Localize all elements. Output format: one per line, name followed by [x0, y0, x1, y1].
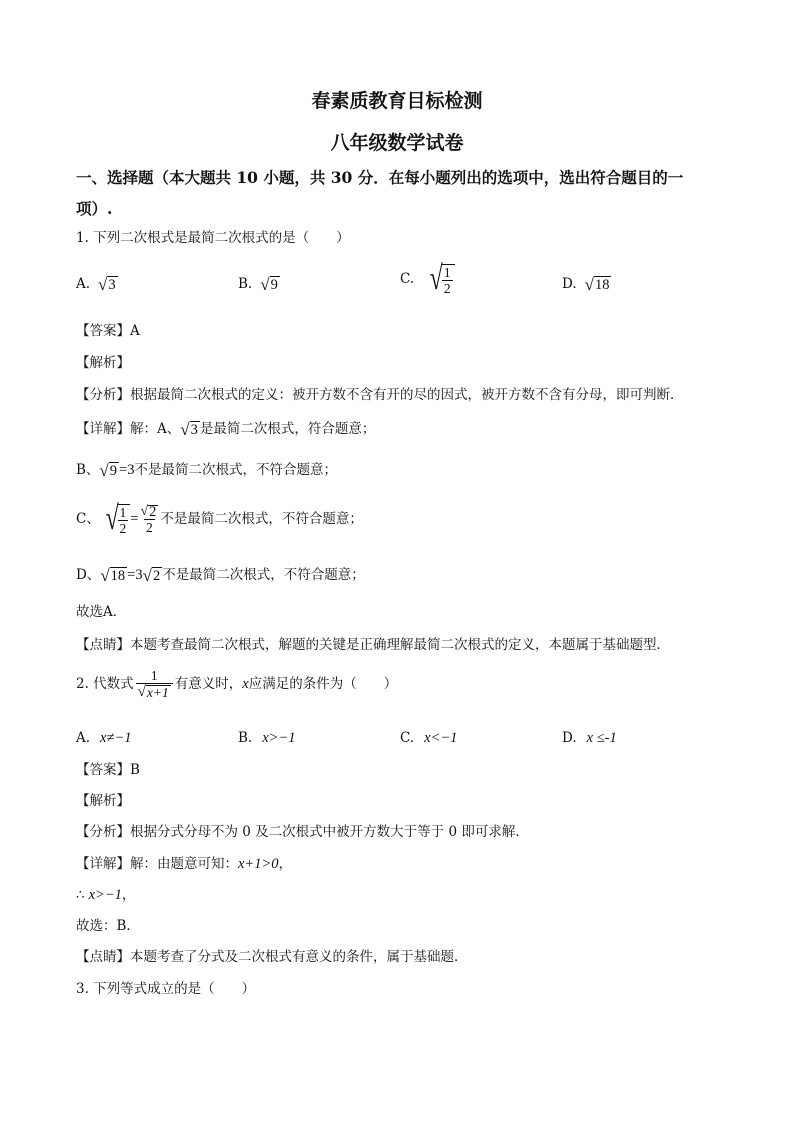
q1-xiangjie: 【详解】解：A、 √ 3 是最简二次根式，符合题意；: [76, 419, 376, 439]
q1-dianjing: 【点睛】本题考查最简二次根式，解题的关键是正确理解最简二次根式的定义，本题属于基础题型．: [76, 637, 670, 653]
q1-option-d-label: D.: [562, 276, 577, 292]
q1-option-a: [76, 275, 118, 293]
section-header-line1: 一、选择题（本大题共 10 小题，共 30 分．在每小题列出的选项中，选出符合题目的一: [76, 168, 684, 187]
exam-title: 春素质教育目标检测: [311, 90, 483, 112]
q1-analysis-heading: 【解析】: [76, 355, 130, 371]
q2-analysis-heading: 【解析】: [76, 793, 130, 809]
q2-choose: 故选：B．: [76, 918, 140, 934]
q1-fenxi: 【分析】根据最简二次根式的定义：被开方数不含有开的尽的因式，被开方数不含有分母，即可判断．: [76, 387, 684, 403]
question-3-stem: 3. 下列等式成立的是（ ）: [76, 981, 256, 997]
question-1-stem: 1. 下列二次根式是最简二次根式的是（ ）: [76, 230, 350, 246]
q1-xiangjie-radical: √ 3: [180, 419, 198, 439]
q1-option-a-label: A.: [76, 276, 91, 292]
q1-option-b: [238, 275, 280, 293]
q1-d-radical-2: √ 2: [142, 565, 161, 585]
q2-therefore: ∴ x>−1 ，: [76, 887, 136, 903]
q1-c-radical: √ $\frac{1}{2}$: [100, 502, 130, 536]
q2-dianjing: 【点睛】本题考查了分式及二次根式有意义的条件，属于基础题．: [76, 949, 468, 965]
q1-c-result-fraction: √ 2 2: [140, 503, 157, 535]
q1-option-c-label: C.: [400, 271, 415, 287]
question-2-stem: 2. 代数式 1 √ x+1 有意义时， x 应满足的条件为（ ）: [76, 668, 398, 701]
q1-option-c: [400, 262, 455, 296]
q1-line-c: C、 √ $\frac{1}{2}$ = √ 2 2 不是最简二次根式，不符合题意；: [76, 500, 363, 537]
exam-subtitle: 八年级数学试卷: [330, 132, 464, 154]
q2-fraction: 1 √ x+1: [136, 668, 173, 700]
q1-choose: 故选A．: [76, 604, 127, 620]
q1-option-b-label: B.: [238, 276, 253, 292]
q1-d-radical: √ 18: [100, 565, 126, 585]
q2-option-a: A. x≠−1: [76, 730, 132, 746]
section-header-line2: 项）.: [76, 199, 113, 218]
q2-xiangjie: 【详解】解：由题意可知： x+1>0 ，: [76, 856, 293, 872]
q2-answer: 【答案】B: [76, 762, 140, 778]
q1-option-d: [562, 275, 611, 293]
q1-line-b: B、 √ 9 =3 不是最简二次根式，不符合题意；: [76, 460, 337, 480]
q1-line-d: D、 √ 18 =3 √ 2 不是最简二次根式，不符合题意；: [76, 565, 365, 585]
q2-option-d: D. x ≤-1: [562, 730, 617, 746]
q1-option-c-radical: √ $\frac{1}{2}$: [424, 262, 454, 296]
q1-option-b-radical: √ 9: [260, 274, 278, 294]
q2-fenxi: 【分析】根据分式分母不为 0 及二次根式中被开方数大于等于 0 即可求解．: [76, 824, 529, 840]
q1-option-d-radical: √ 18: [584, 274, 610, 294]
q2-option-c: C. x<−1: [400, 730, 458, 746]
q2-option-b: B. x>−1: [238, 730, 296, 746]
q1-option-a-radical: √ 3: [98, 274, 116, 294]
q1-answer: 【答案】A: [76, 323, 140, 339]
q1-b-radical: √ 9: [99, 460, 118, 480]
